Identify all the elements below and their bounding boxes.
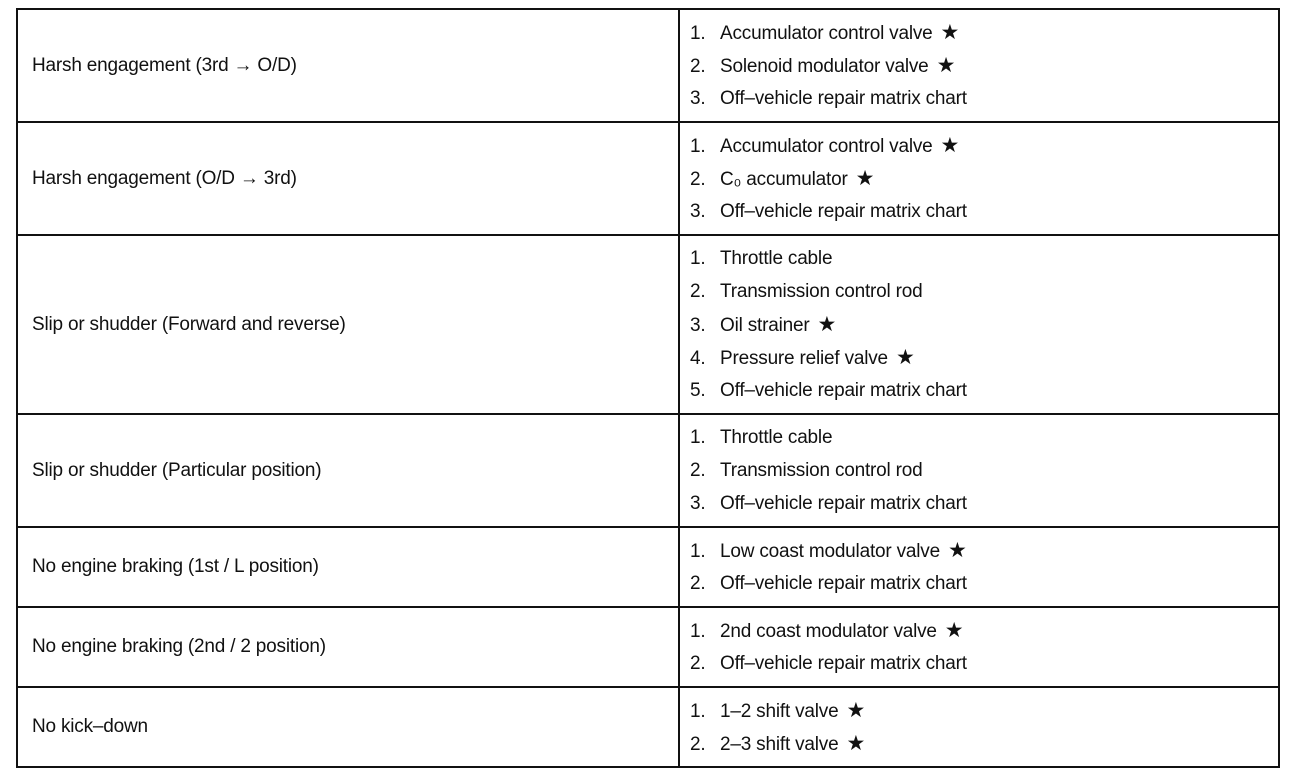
- item-text: Pressure relief valve: [720, 348, 888, 369]
- list-item: [690, 16, 1278, 49]
- inspection-items-cell: [679, 9, 1279, 122]
- inspection-items-cell: [679, 414, 1279, 527]
- list-item: [690, 162, 1278, 195]
- star-icon: ★: [947, 539, 967, 562]
- item-number: 2.: [690, 169, 706, 190]
- item-number: 5.: [690, 380, 706, 401]
- symptom-cell: Slip or shudder (Forward and reverse): [17, 235, 679, 414]
- table-row: [17, 687, 1279, 767]
- list-item: [690, 534, 1278, 567]
- table-row: [17, 122, 1279, 235]
- inspection-items-cell: [679, 687, 1279, 767]
- item-number: 2.: [690, 281, 706, 302]
- table-row: [17, 607, 1279, 687]
- list-item: [690, 727, 1278, 760]
- item-number: 1.: [690, 541, 706, 562]
- item-number: 4.: [690, 348, 706, 369]
- symptom-cell: No engine braking (2nd / 2 position): [17, 607, 679, 687]
- item-text: Throttle cable: [720, 248, 833, 269]
- star-icon: ★: [846, 699, 866, 722]
- symptom-cell: Slip or shudder (Particular position): [17, 414, 679, 527]
- star-icon: ★: [855, 167, 875, 190]
- item-text: Off–vehicle repair matrix chart: [720, 380, 967, 401]
- symptom-cell: Harsh engagement (O/D → 3rd): [17, 122, 679, 235]
- item-number: 1.: [690, 621, 706, 642]
- list-item: [690, 195, 1278, 228]
- item-number: 2.: [690, 56, 706, 77]
- inspection-items-cell: [679, 122, 1279, 235]
- item-text: 1–2 shift valve: [720, 701, 839, 722]
- list-item: [690, 374, 1278, 407]
- item-number: 1.: [690, 248, 706, 269]
- item-text: Low coast modulator valve: [720, 541, 940, 562]
- item-number: 2.: [690, 734, 706, 755]
- list-item: [690, 308, 1278, 341]
- table-row: [17, 527, 1279, 607]
- item-text: C₀ accumulator: [720, 169, 848, 190]
- list-item: [690, 82, 1278, 115]
- symptom-cell: Harsh engagement (3rd → O/D): [17, 9, 679, 122]
- inspection-items-cell: [679, 527, 1279, 607]
- item-text: Accumulator control valve: [720, 23, 933, 44]
- item-text: Solenoid modulator valve: [720, 56, 929, 77]
- item-number: 1.: [690, 136, 706, 157]
- item-number: 3.: [690, 493, 706, 514]
- item-number: 1.: [690, 701, 706, 722]
- item-text: Off–vehicle repair matrix chart: [720, 653, 967, 674]
- star-icon: ★: [817, 313, 837, 336]
- list-item: [690, 49, 1278, 82]
- item-number: 1.: [690, 23, 706, 44]
- item-number: 2.: [690, 653, 706, 674]
- list-item: [690, 421, 1278, 454]
- item-text: Oil strainer: [720, 315, 810, 336]
- item-text: 2nd coast modulator valve: [720, 621, 937, 642]
- star-icon: ★: [940, 21, 960, 44]
- list-item: [690, 275, 1278, 308]
- star-icon: ★: [895, 346, 915, 369]
- item-text: Transmission control rod: [720, 281, 923, 302]
- inspection-items-cell: [679, 235, 1279, 414]
- item-number: 1.: [690, 427, 706, 448]
- troubleshooting-table: [16, 8, 1280, 768]
- list-item: [690, 614, 1278, 647]
- list-item: [690, 341, 1278, 374]
- table-row: [17, 414, 1279, 527]
- item-text: Accumulator control valve: [720, 136, 933, 157]
- list-item: [690, 129, 1278, 162]
- item-number: 3.: [690, 201, 706, 222]
- inspection-items-cell: [679, 607, 1279, 687]
- star-icon: ★: [936, 54, 956, 77]
- item-text: Throttle cable: [720, 427, 833, 448]
- table-row: [17, 9, 1279, 122]
- item-number: 3.: [690, 88, 706, 109]
- symptom-cell: No kick–down: [17, 687, 679, 767]
- star-icon: ★: [944, 619, 964, 642]
- star-icon: ★: [846, 732, 866, 755]
- list-item: [690, 694, 1278, 727]
- star-icon: ★: [940, 134, 960, 157]
- item-number: 2.: [690, 573, 706, 594]
- list-item: [690, 647, 1278, 680]
- item-number: 3.: [690, 315, 706, 336]
- item-text: Off–vehicle repair matrix chart: [720, 201, 967, 222]
- list-item: [690, 567, 1278, 600]
- item-text: Off–vehicle repair matrix chart: [720, 493, 967, 514]
- item-text: Off–vehicle repair matrix chart: [720, 573, 967, 594]
- item-text: Transmission control rod: [720, 460, 923, 481]
- troubleshooting-table-body: [17, 9, 1279, 767]
- list-item: [690, 242, 1278, 275]
- item-text: Off–vehicle repair matrix chart: [720, 88, 967, 109]
- list-item: [690, 487, 1278, 520]
- item-text: 2–3 shift valve: [720, 734, 839, 755]
- item-number: 2.: [690, 460, 706, 481]
- symptom-cell: No engine braking (1st / L position): [17, 527, 679, 607]
- table-row: [17, 235, 1279, 414]
- list-item: [690, 454, 1278, 487]
